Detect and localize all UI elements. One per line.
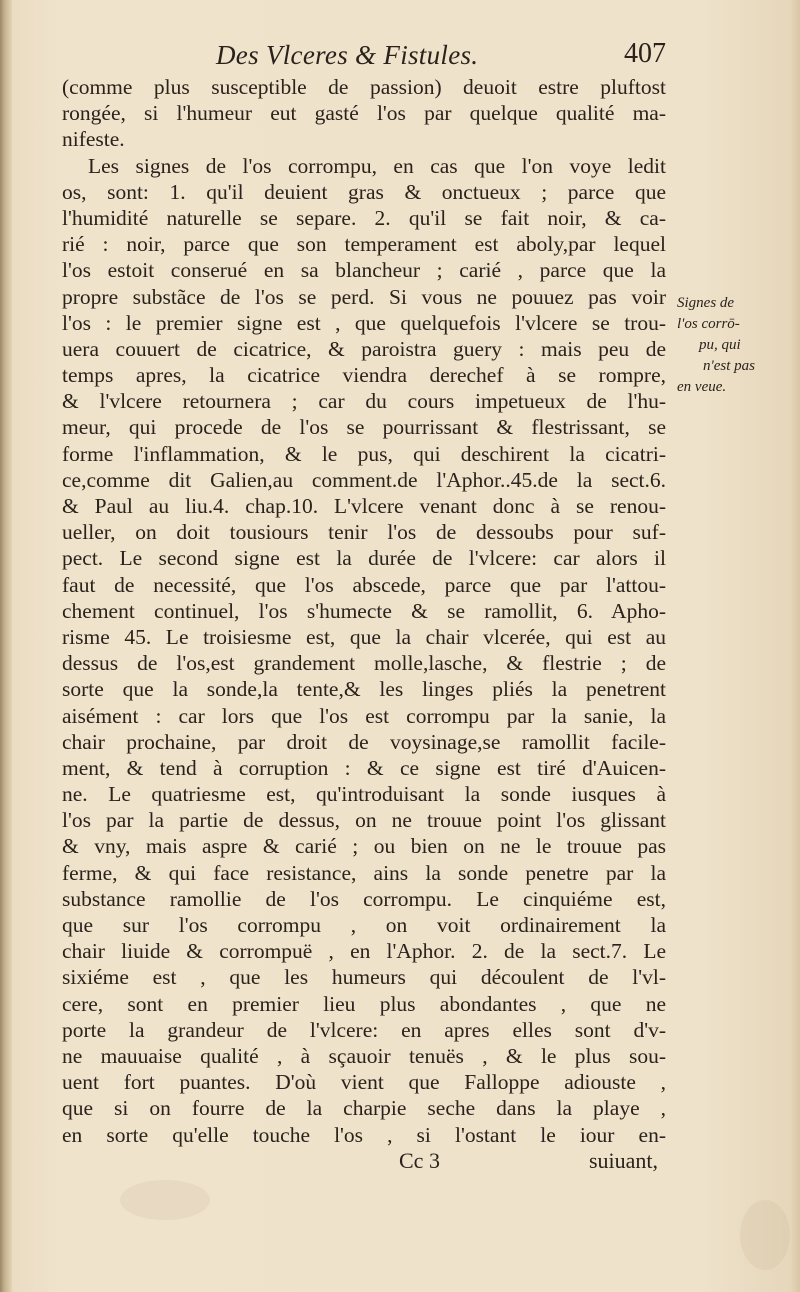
catchword: suiuant, xyxy=(588,1147,658,1173)
paper-stain xyxy=(740,1200,790,1270)
text-line: ferme, & qui face resistance, ains la sonde penetre par la xyxy=(62,860,666,885)
text-line: Les signes de l'os corrompu, en cas que l'on voye ledit xyxy=(88,153,666,178)
text-line: uent fort puantes. D'où vient que Falloppe adiouste , xyxy=(62,1070,666,1095)
text-line: en sorte qu'elle touche l'os , si l'ostant le iour en- xyxy=(62,1122,666,1147)
text-line: ce,comme dit Galien,au comment.de l'Aphor..45.de la sect.6. xyxy=(62,467,666,492)
text-line: forme l'inflammation, & le pus, qui deschirent la cicatri- xyxy=(62,441,666,466)
text-line: l'humidité naturelle se separe. 2. qu'il se fait noir, & ca- xyxy=(62,205,666,230)
text-line: ne. Le quatriesme est, qu'introduisant la sonde iusques à xyxy=(62,782,666,807)
text-line: ueller, on doit tousiours tenir l'os de dessoubs pour suf- xyxy=(62,520,666,545)
text-line: faut de necessité, que l'os abscede, parce que par l'attou- xyxy=(62,572,666,597)
text-line: propre substãce de l'os se perd. Si vous ne pouuez pas voir xyxy=(62,284,666,309)
text-line: chement continuel, l'os s'humecte & se ramollit, 6. Apho- xyxy=(62,598,666,623)
text-line: & l'vlcere retournera ; car du cours impetueux de l'hu- xyxy=(62,389,666,414)
text-line: meur, qui procede de l'os se pourrissant & flestrissant, se xyxy=(62,415,666,440)
text-line: temps apres, la cicatrice viendra derechef à se rompre, xyxy=(62,363,666,388)
text-line: dessus de l'os,est grandement molle,lasche, & flestrie ; de xyxy=(62,651,666,676)
text-line: aisément : car lors que l'os est corrompu par la sanie, la xyxy=(62,703,666,728)
body-text xyxy=(62,74,666,1174)
text-line: (comme plus susceptible de passion) deuoit estre pluftost xyxy=(62,75,666,99)
text-line: sixiéme est , que les humeurs qui découlent de l'vl- xyxy=(62,965,666,990)
binding-edge xyxy=(0,0,12,1292)
text-line: uera couuert de cicatrice, & paroistra guery : mais peu de xyxy=(62,336,666,361)
signature-mark: Cc 3 xyxy=(399,1147,440,1173)
margin-note-line: en veue. xyxy=(677,379,727,395)
paper-stain xyxy=(120,1180,210,1220)
footer-line xyxy=(62,1148,666,1174)
text-line: substance ramollie de l'os corrompu. Le cinquiéme est, xyxy=(62,886,666,911)
text-line: sorte que la sonde,la tente,& les linges pliés la penetrent xyxy=(62,677,666,702)
text-line: cere, sont en premier lieu plus abondantes , que ne xyxy=(62,991,666,1016)
text-line: nifeste. xyxy=(62,127,125,152)
text-line: chair prochaine, par droit de voysinage,se ramollit facile- xyxy=(62,729,666,754)
margin-note-line: Signes de xyxy=(677,295,735,311)
text-line: porte la grandeur de l'vlcere: en apres elles sont d'v- xyxy=(62,1017,666,1042)
margin-note-line: l'os corrō- xyxy=(677,316,740,332)
text-line: chair liuide & corrompuë , en l'Aphor. 2. de la sect.7. Le xyxy=(62,939,666,964)
margin-note xyxy=(675,293,795,398)
text-line: ne mauuaise qualité , à sçauoir tenuës , & le plus sou- xyxy=(62,1043,666,1068)
page-header xyxy=(66,38,666,70)
text-line: rongée, si l'humeur eut gasté l'os par quelque qualité ma- xyxy=(62,101,666,126)
text-line: que sur l'os corrompu , on voit ordinairement la xyxy=(62,913,666,937)
text-line: l'os : le premier signe est , que quelquefois l'vlcere se trou- xyxy=(62,310,666,335)
running-title: Des Vlceres & Fistules. xyxy=(216,40,479,70)
text-line: pect. Le second signe est la durée de l'vlcere: car alors il xyxy=(62,546,666,571)
margin-note-line: pu, qui xyxy=(699,337,741,353)
text-line: & vny, mais aspre & carié ; ou bien on ne le trouue pas xyxy=(62,834,666,859)
margin-note-line: n'est pas xyxy=(703,358,755,374)
text-line: risme 45. Le troisiesme est, que la chair vlcerée, qui est au xyxy=(62,624,666,649)
text-line: & Paul au liu.4. chap.10. L'vlcere venant donc à se renou- xyxy=(62,494,666,518)
text-line: que si on fourre de la charpie seche dans la playe , xyxy=(62,1096,666,1121)
text-line: ment, & tend à corruption : & ce signe est tiré d'Auicen- xyxy=(62,755,666,780)
text-line: l'os par la partie de dessus, on ne trouue point l'os glissant xyxy=(62,808,666,833)
text-line: l'os estoit conserué en sa blancheur ; carié , parce que la xyxy=(62,258,666,283)
text-line: os, sont: 1. qu'il deuient gras & onctueux ; parce que xyxy=(62,179,666,204)
page-number: 407 xyxy=(624,38,666,69)
text-line: rié : noir, parce que son temperament est aboly,par lequel xyxy=(62,232,666,257)
